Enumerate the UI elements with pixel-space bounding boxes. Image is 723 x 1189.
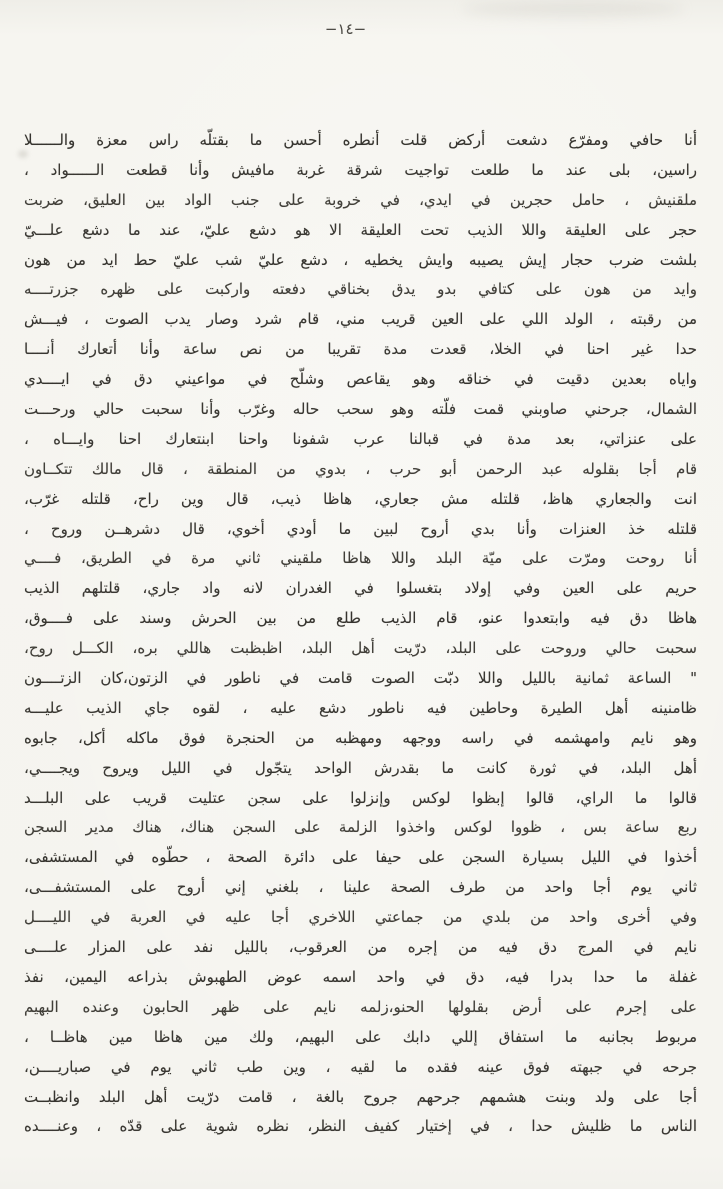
text-line: انت والجعاري هاظ، قلتله مش جعاري، هاظا ذيب، قال وين راح، قلتله غرّب، (24, 489, 697, 508)
text-line: أهل البلد، في ثورة كانت ما بقدرش الواحد يتجّول في الليل ويروح ويجــــي، (24, 758, 697, 777)
text-line: وفي أخرى واحد من بلدي من جماعتي اللاخري أجا عليه في العربة في الليــــل (24, 908, 697, 927)
text-line: ظامنينه أهل الطيرة وحاطين فيه ناطور دشع عليه ، لقوه جاي الذيب عليـــه (24, 698, 697, 717)
text-line: حجر على العليقة واللا الذيب تحت العليقة الا هو دشع عليّ، عند ما دشع علـــيّ (24, 220, 697, 239)
page-number: −١٤− (324, 20, 367, 38)
text-line: حريم على العين وفي إولاد بتغسلوا في الغدران لانه واد جاري، قلتلهم الذيب (24, 579, 697, 598)
text-line: قلتله خذ العنزات وأنا بدي أروح لبين ما أودي أخوي، قال دشرهــن وروح ، (24, 519, 697, 538)
text-line: هاظا دق فيه وابتعدوا عنو، قام الذيب طلع من بين الحرش وسند على فــــوق، (24, 609, 697, 628)
text-line: جرحه في جبهته فوق عينه فقده ما لقيه ، وين طب ثاني يوم في صباريــــن، (24, 1057, 697, 1076)
text-line: وايد من هون على كتافي بدو يدق بخناقي دفعته واركبت على ظهره جزرتــــه (24, 280, 697, 299)
text-line: نايم في المرج دق فيه من إجره من العرقوب، بالليل نفد على المزار علــــى (24, 938, 697, 957)
text-line: راسين، بلى عند ما طلعت تواجيت شرقة غربة مافيش وأنا قطعت الــــــواد ، (24, 160, 697, 179)
text-line: حدا غير احنا في الخلا، قعدت مدة تقريبا من نص ساعة وأنا أتعارك أنــــا (24, 340, 697, 359)
text-line: مربوط بجانبه ما استفاق إللي دابك على البهيم، ولك مين هاظا مين هاظــا ، (24, 1027, 697, 1046)
text-line: واياه بعدين دقيت في خناقه وهو يقاعص وشلّح في مواعيني دق في ايــــدي (24, 370, 697, 389)
text-line: ملقنيش ، حامل حجرين في ايدي، في خروبة على جنب الواد بين العليق، ضربت (24, 190, 697, 209)
body-text (24, 126, 697, 1142)
text-line: سحبت حالي وروحت على البلد، درّيت أهل البلد، اظبظبت هاللي بره، الكـــل روح، (24, 639, 697, 658)
text-line: أخذوا في الليل بسيارة السجن على حيفا على دائرة الصحة ، حطّوه في المستشفى، (24, 848, 697, 867)
text-line: على عنزاتي، بعد مدة في قبالنا عرب شفونا واحنا ابنتعارك احنا وايـــاه ، (24, 429, 697, 448)
text-line: وهو نايم وامهشمه في راسه ووجهه ومهظبه من الحنجرة فوق ماكله أكل، جابوه (24, 728, 697, 747)
text-line: الشمال، جرحني صاوبني قمت فلّته وهو سحب حاله وغرّب وأنا سحبت حالي ورحـــت (24, 400, 697, 419)
text-line: ربع ساعة بس ، ظووا لوكس واخذوا الزلمة على السجن هناك، هناك مدير السجن (24, 818, 697, 837)
scan-smudge (463, 2, 683, 16)
text-line: بلشت ضرب حجار إيش يصيبه وايش يخطيه ، دشع عليّ شب عليّ حط ايد من هون (24, 250, 697, 269)
text-line: قام أجا بقلوله عبد الرحمن أبو حرب ، بدوي من المنطقة ، قال مالك تتكــاون (24, 459, 697, 478)
text-line: الناس ما ظليش حدا ، في إختيار كفيف النظر، نظره شوية على قدّه ، وعنــــده (24, 1117, 697, 1136)
text-line: على إجرم على أرض بقلولها الحنو،زلمه نايم على ظهر الحابون وعنده البهيم (24, 997, 697, 1016)
text-line: غفلة ما حدا بدرا فيه، دق في واحد اسمه عوض الطهبوش بذراعه اليمين، نفذ (24, 967, 697, 986)
text-line: أجا على ولد وبنت هشمهم جرحهم جروح بالغة ، قامت درّيت أهل البلد وانظبــت (24, 1087, 697, 1106)
text-line: " الساعة ثمانية بالليل واللا دبّت الصوت قامت في ناطور في الزتون،كان الزتــــون (24, 669, 697, 688)
text-line: قالوا ما الراي، قالوا إبظوا لوكس وإنزلوا على سجن عتليت قريب على البلـــد (24, 788, 697, 807)
text-line: ثاني يوم أجا واحد من طرف الصحة علينا ، بلغني إني أروح على المستشفـــى، (24, 878, 697, 897)
text-line: أنا حافي ومفرّع دشعت أركض قلت أنطره أحسن ما بقتلّه راس معزة والــــــلا (24, 131, 697, 149)
text-line: من رقبته ، الولد اللي على العين قريب مني، قام شرد وصار يدب الصوت ، فيـــش (24, 310, 697, 329)
text-line: أنا روحت ومرّت على ميّة البلد واللا هاظا ملقيني ثاني مرة في الطريق، فــــي (24, 549, 697, 568)
